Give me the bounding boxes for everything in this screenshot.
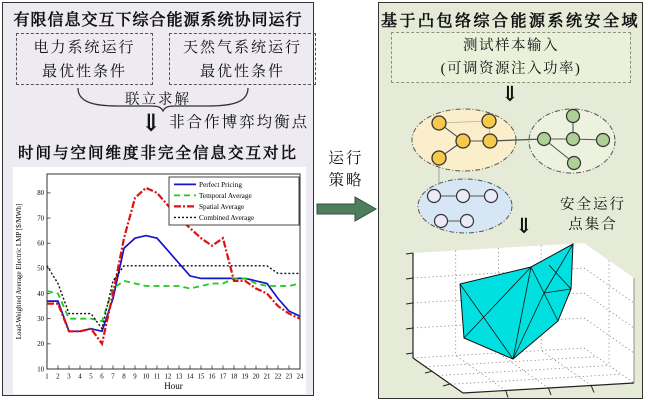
strategy-label: 运行 策略 (328, 150, 364, 190)
safe-operation-set-label: 安全运行 点集合 (560, 197, 626, 233)
security-region-panel (378, 2, 643, 399)
test-sample-line1: 测试样本输入 (463, 38, 559, 54)
strategy-connector (314, 2, 378, 398)
svg-text:18: 18 (230, 373, 238, 381)
equilibrium-label: 非合作博弈均衡点 (169, 114, 310, 131)
gas-optimality-box (169, 33, 316, 85)
svg-text:80: 80 (37, 190, 44, 198)
svg-text:40: 40 (37, 290, 44, 298)
svg-text:20: 20 (37, 341, 44, 349)
svg-text:2: 2 (56, 373, 60, 381)
electric-optimality-box (16, 33, 153, 85)
svg-text:70: 70 (37, 215, 44, 223)
down-double-arrow-icon: ⇓ (141, 111, 162, 137)
svg-text:10: 10 (142, 373, 150, 381)
svg-text:7: 7 (111, 373, 115, 381)
test-sample-input-box (391, 32, 631, 83)
svg-text:22: 22 (274, 373, 282, 381)
svg-text:12: 12 (164, 373, 172, 381)
svg-text:Load-Weighted Average Electric: Load-Weighted Average Electric LMP [$/MWh] (15, 203, 23, 340)
svg-text:15: 15 (197, 373, 205, 381)
svg-text:Perfect Pricing: Perfect Pricing (199, 181, 242, 189)
lmp-line-chart (13, 167, 306, 394)
lmp-chart-card (13, 167, 306, 394)
svg-text:21: 21 (263, 373, 271, 381)
test-sample-line2: (可调资源注入功率) (440, 61, 582, 78)
comparison-title: 时间与空间维度非完全信息交互对比 (17, 145, 298, 162)
svg-text:9: 9 (133, 373, 137, 381)
svg-text:Hour: Hour (164, 381, 183, 391)
right-arrow-icon (315, 196, 379, 222)
svg-text:17: 17 (219, 373, 227, 381)
down-double-arrow-icon: ⇓ (501, 82, 519, 106)
svg-text:14: 14 (186, 373, 194, 381)
gas-optimality-line2: 最优性条件 (199, 64, 285, 80)
svg-text:Combined Average: Combined Average (199, 214, 255, 222)
cooperative-operation-panel (2, 2, 314, 396)
svg-text:4: 4 (78, 373, 82, 381)
svg-text:10: 10 (37, 366, 44, 374)
svg-text:3: 3 (67, 373, 71, 381)
svg-text:5: 5 (89, 373, 93, 381)
solve-label: 联立求解 (125, 92, 191, 108)
down-double-arrow-icon: ⇓ (515, 214, 533, 238)
svg-text:13: 13 (175, 373, 183, 381)
equilibrium-row (141, 108, 309, 138)
svg-text:19: 19 (241, 373, 249, 381)
svg-text:8: 8 (122, 373, 126, 381)
svg-text:30: 30 (37, 315, 44, 323)
svg-text:50: 50 (37, 265, 44, 273)
svg-text:6: 6 (100, 373, 104, 381)
convex-hull-3d-plot (389, 243, 639, 400)
electric-optimality-line1: 电力系统运行 (33, 40, 136, 56)
left-panel-title: 有限信息交互下综合能源系统协同运行 (13, 12, 303, 29)
svg-text:Spatial Average: Spatial Average (199, 203, 245, 211)
svg-text:24: 24 (296, 373, 304, 381)
svg-text:20: 20 (252, 373, 260, 381)
svg-text:60: 60 (37, 240, 44, 248)
electric-optimality-line2: 最优性条件 (41, 64, 127, 80)
svg-text:Temporal Average: Temporal Average (199, 192, 252, 200)
svg-text:23: 23 (285, 373, 293, 381)
svg-text:1: 1 (45, 373, 49, 381)
svg-text:11: 11 (153, 373, 161, 381)
right-panel-title: 基于凸包络综合能源系统安全域 (380, 13, 640, 30)
gas-optimality-line1: 天然气系统运行 (182, 40, 302, 56)
svg-text:16: 16 (208, 373, 216, 381)
